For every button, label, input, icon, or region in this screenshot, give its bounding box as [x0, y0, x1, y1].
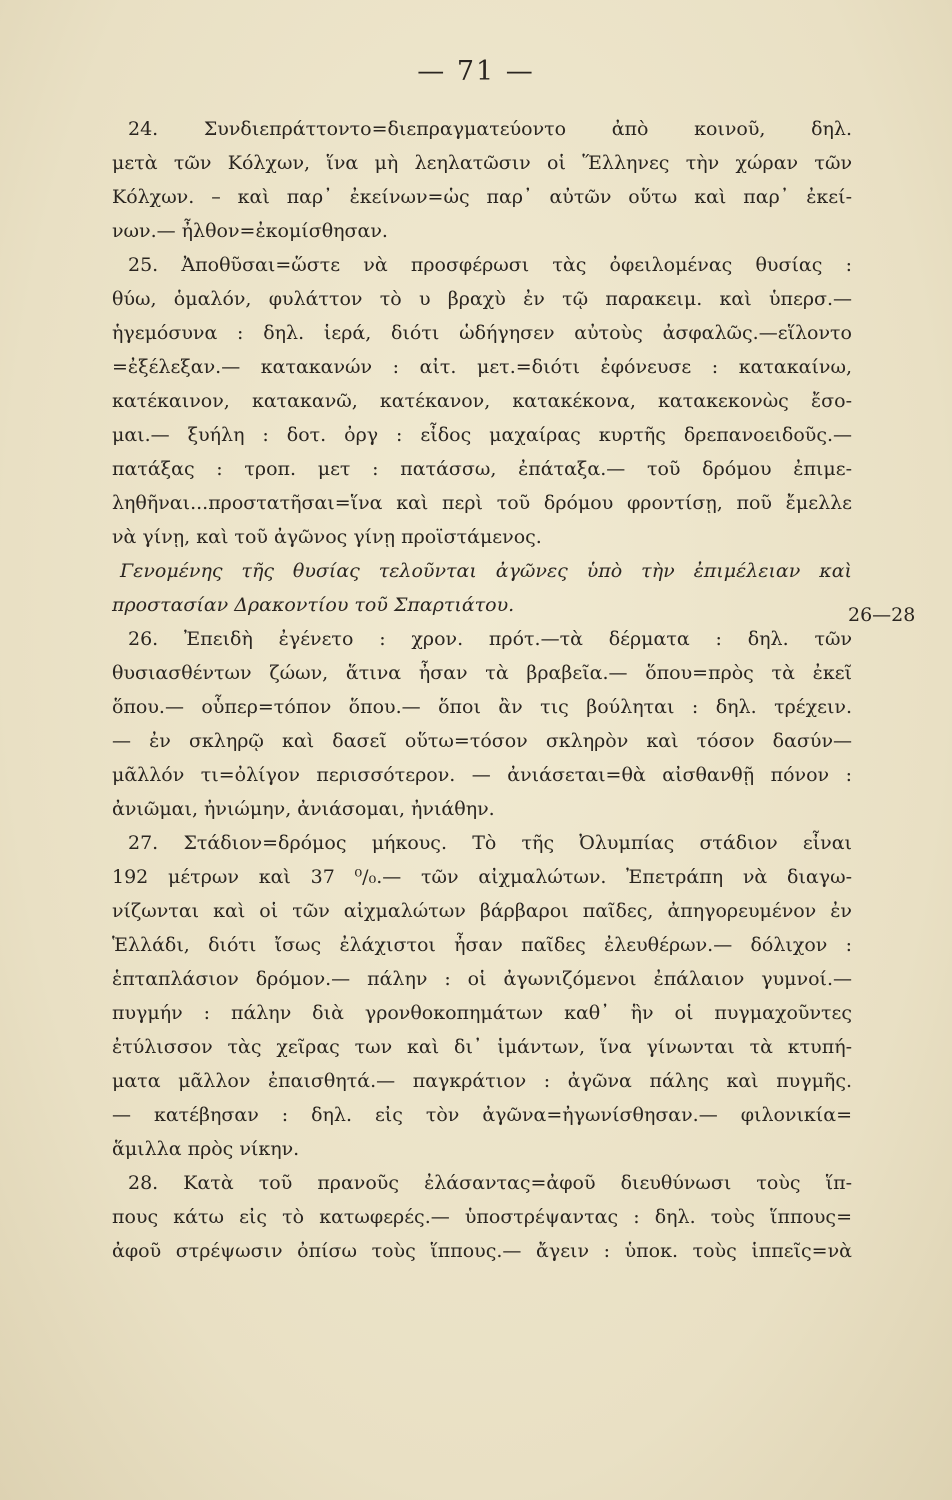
- text-line: — κατέβησαν : δηλ. εἰς τὸν ἀγῶνα=ἠγωνίσθησαν.— φιλονικία=: [112, 1104, 852, 1126]
- text-line: νίζωνται καὶ οἱ τῶν αἰχμαλώτων βάρβαροι παῖδες, ἀπηγορευμένον ἐν: [112, 900, 852, 922]
- text-line: 28. Κατὰ τοῦ πρανοῦς ἐλάσαντας=ἀφοῦ διευθύνωσι τοὺς ἵπ-: [128, 1172, 852, 1194]
- text-line: νὰ γίνῃ, καὶ τοῦ ἀγῶνος γίνῃ προϊστάμενος.: [112, 526, 542, 548]
- section-summary-line: Γενομένης τῆς θυσίας τελοῦνται ἀγῶνες ὑπὸ τὴν ἐπιμέλειαν καὶ: [120, 560, 852, 582]
- text-line: Ἑλλάδι, διότι ἴσως ἐλάχιστοι ἦσαν παῖδες ἐλευθέρων.— δόλιχον :: [112, 934, 852, 956]
- text-line: 27. Στάδιον=δρόμος μήκους. Τὸ τῆς Ὀλυμπίας στάδιον εἶναι: [128, 832, 852, 854]
- text-line: πατάξας : τροπ. μετ : πατάσσω, ἐπάταξα.— τοῦ δρόμου ἐπιμε-: [112, 458, 852, 480]
- section-summary-line: προστασίαν Δρακοντίου τοῦ Σπαρτιάτου.: [112, 594, 515, 616]
- text-line: ἅμιλλα πρὸς νίκην.: [112, 1138, 300, 1160]
- text-line: θυσιασθέντων ζώων, ἅτινα ἦσαν τὰ βραβεῖα.— ὅπου=πρὸς τὰ ἐκεῖ: [112, 662, 852, 684]
- commentary-text: [112, 112, 852, 1268]
- text-line: κατέκαινον, κατακανῶ, κατέκανον, κατακέκονα, κατακεκονὼς ἔσο-: [112, 390, 852, 412]
- text-line: — ἐν σκληρῷ καὶ δασεῖ οὕτω=τόσον σκληρὸν καὶ τόσον δασύν—: [112, 730, 852, 752]
- text-line: ματα μᾶλλον ἐπαισθητά.— παγκράτιον : ἀγῶνα πάλης καὶ πυγμῆς.: [112, 1070, 852, 1092]
- line-range-marker: 26—28: [848, 604, 916, 626]
- text-line: ἀνιῶμαι, ἠνιώμην, ἀνιάσομαι, ἠνιάθην.: [112, 798, 495, 820]
- text-line: μᾶλλόν τι=ὀλίγον περισσότερον. — ἀνιάσεται=θὰ αἰσθανθῇ πόνον :: [112, 764, 852, 786]
- text-line: νων.— ἦλθον=ἐκομίσθησαν.: [112, 220, 388, 242]
- page-number: — 71 —: [417, 56, 535, 87]
- text-line: ἐτύλισσον τὰς χεῖρας των καὶ δι᾽ ἱμάντων, ἵνα γίνωνται τὰ κτυπή-: [112, 1036, 852, 1058]
- text-line: 24. Συνδιεπράττοντο=διεπραγματεύοντο ἀπὸ κοινοῦ, δηλ.: [128, 118, 852, 140]
- text-line: πους κάτω εἰς τὸ κατωφερές.— ὑποστρέψαντας : δηλ. τοὺς ἵππους=: [112, 1206, 852, 1228]
- text-line: 192 μέτρων καὶ 37 ⁰/₀.— τῶν αἰχμαλώτων. Ἐπετράπη νὰ διαγω-: [112, 866, 852, 888]
- text-line: ἀφοῦ στρέψωσιν ὀπίσω τοὺς ἵππους.— ἄγειν : ὑποκ. τοὺς ἱππεῖς=νὰ: [112, 1240, 852, 1262]
- text-line: 26. Ἐπειδὴ ἐγένετο : χρον. πρότ.—τὰ δέρματα : δηλ. τῶν: [128, 628, 852, 650]
- text-line: μετὰ τῶν Κόλχων, ἵνα μὴ λεηλατῶσιν οἱ Ἕλληνες τὴν χώραν τῶν: [112, 152, 852, 174]
- text-line: θύω, ὁμαλόν, φυλάττον τὸ υ βραχὺ ἐν τῷ παρακειμ. καὶ ὑπερσ.—: [112, 288, 852, 310]
- text-line: μαι.— ξυήλη : δοτ. ὀργ : εἶδος μαχαίρας κυρτῆς δρεπανοειδοῦς.—: [112, 424, 852, 446]
- text-line: ὅπου.— οὗπερ=τόπον ὅπου.— ὅποι ἂν τις βούληται : δηλ. τρέχειν.: [112, 696, 852, 718]
- text-line: ἑπταπλάσιον δρόμον.— πάλην : οἱ ἀγωνιζόμενοι ἐπάλαιον γυμνοί.—: [112, 968, 852, 990]
- text-line: 25. Ἀποθῦσαι=ὥστε νὰ προσφέρωσι τὰς ὀφειλομένας θυσίας :: [128, 254, 852, 276]
- text-line: πυγμήν : πάλην διὰ γρονθοκοπημάτων καθ᾽ ἣν οἱ πυγμαχοῦντες: [112, 1002, 852, 1024]
- text-line: ληθῆναι...προστατῆσαι=ἵνα καὶ περὶ τοῦ δρόμου φροντίσῃ, ποῦ ἔμελλε: [112, 492, 852, 514]
- text-line: ἡγεμόσυνα : δηλ. ἱερά, διότι ὡδήγησεν αὐτοὺς ἀσφαλῶς.—εἵλοντο: [112, 322, 852, 344]
- text-line: =ἐξέλεξαν.— κατακανών : αἰτ. μετ.=διότι ἐφόνευσε : κατακαίνω,: [112, 356, 852, 378]
- text-line: Κόλχων. – καὶ παρ᾽ ἐκείνων=ὡς παρ᾽ αὐτῶν οὕτω καὶ παρ᾽ ἐκεί-: [112, 186, 852, 208]
